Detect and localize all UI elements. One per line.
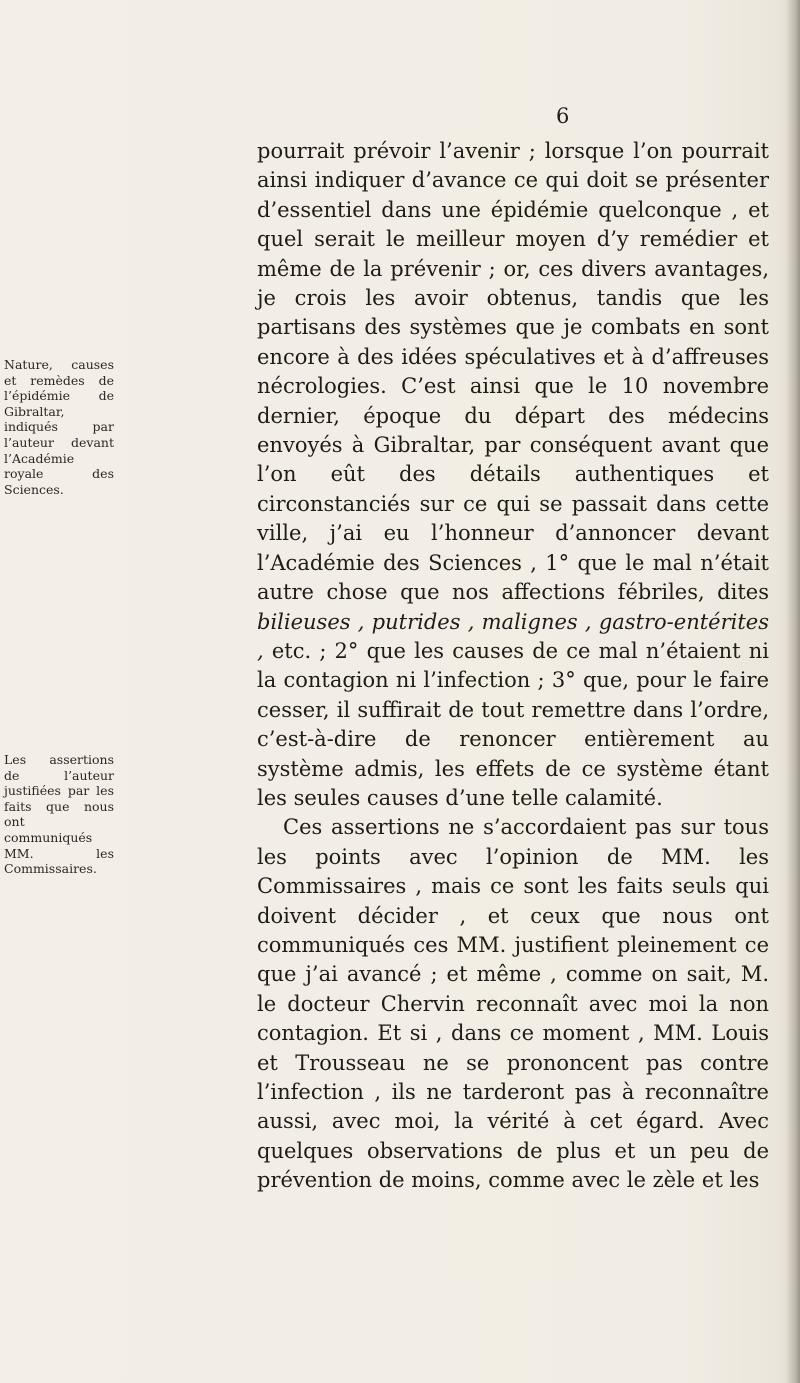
body-text xyxy=(257,137,769,1196)
paragraph-1-text-a: pourrait prévoir l’avenir ; lorsque l’on pourrait ainsi indiquer d’avance ce qui doit se présenter d’essentiel dans une épidémie quelconque , et quel serait le meilleur moyen d’y remédier et même de la prévenir ; or, ces divers avantages, je crois les avoir obtenus, tandis que les partisans des systèmes que je combats en sont encore à des idées spéculatives et à d’affreuses nécrologies. C’est ainsi que le 10 novembre dernier, époque du départ des médecins envoyés à Gibraltar, par conséquent avant que l’on eût des détails authentiques et circonstanciés sur ce qui se passait dans cette ville, j’ai eu l’honneur d’annoncer devant l’Académie des Sciences , 1° que le mal n’était autre chose que nos affections fébriles, dites xyxy=(257,139,769,605)
paragraph-1-italic-terms: bilieuses , putrides , malignes , gastro-entérites , xyxy=(257,609,769,663)
page-edge-shadow xyxy=(786,0,800,1383)
margin-note-assertions: Les assertions de l’auteur justifiées par les faits que nous ont communiqués MM. les Commissaires. xyxy=(4,752,114,877)
paragraph-1-text-b: etc. ; 2° que les causes de ce mal n’étaient ni la contagion ni l’infection ; 3° que, pour le faire cesser, il suffirait de tout remettre dans l’ordre, c’est-à-dire de renoncer entièrement au système admis, les effets de ce système étant les seules causes d’une telle calamité. xyxy=(257,638,769,810)
margin-note-nature-causes: Nature, causes et remèdes de l’épidémie de Gibraltar, indiqués par l’auteur devant l’Académie royale des Sciences. xyxy=(4,357,114,497)
paragraph-2: Ces assertions ne s’accordaient pas sur tous les points avec l’opinion de MM. les Commissaires , mais ce sont les faits seuls qui doivent décider , et ceux que nous ont communiqués ces MM. justifient pleinement ce que j’ai avancé ; et même , comme on sait, M. le docteur Chervin reconnaît avec moi la non contagion. Et si , dans ce moment , MM. Louis et Trousseau ne se prononcent pas contre l’infection , ils ne tarderont pas à reconnaître aussi, avec moi, la vérité à cet égard. Avec quelques observations de plus et un peu de prévention de moins, comme avec le zèle et les xyxy=(257,815,769,1193)
page-number: 6 xyxy=(556,104,570,128)
paragraph-1 xyxy=(257,137,769,813)
